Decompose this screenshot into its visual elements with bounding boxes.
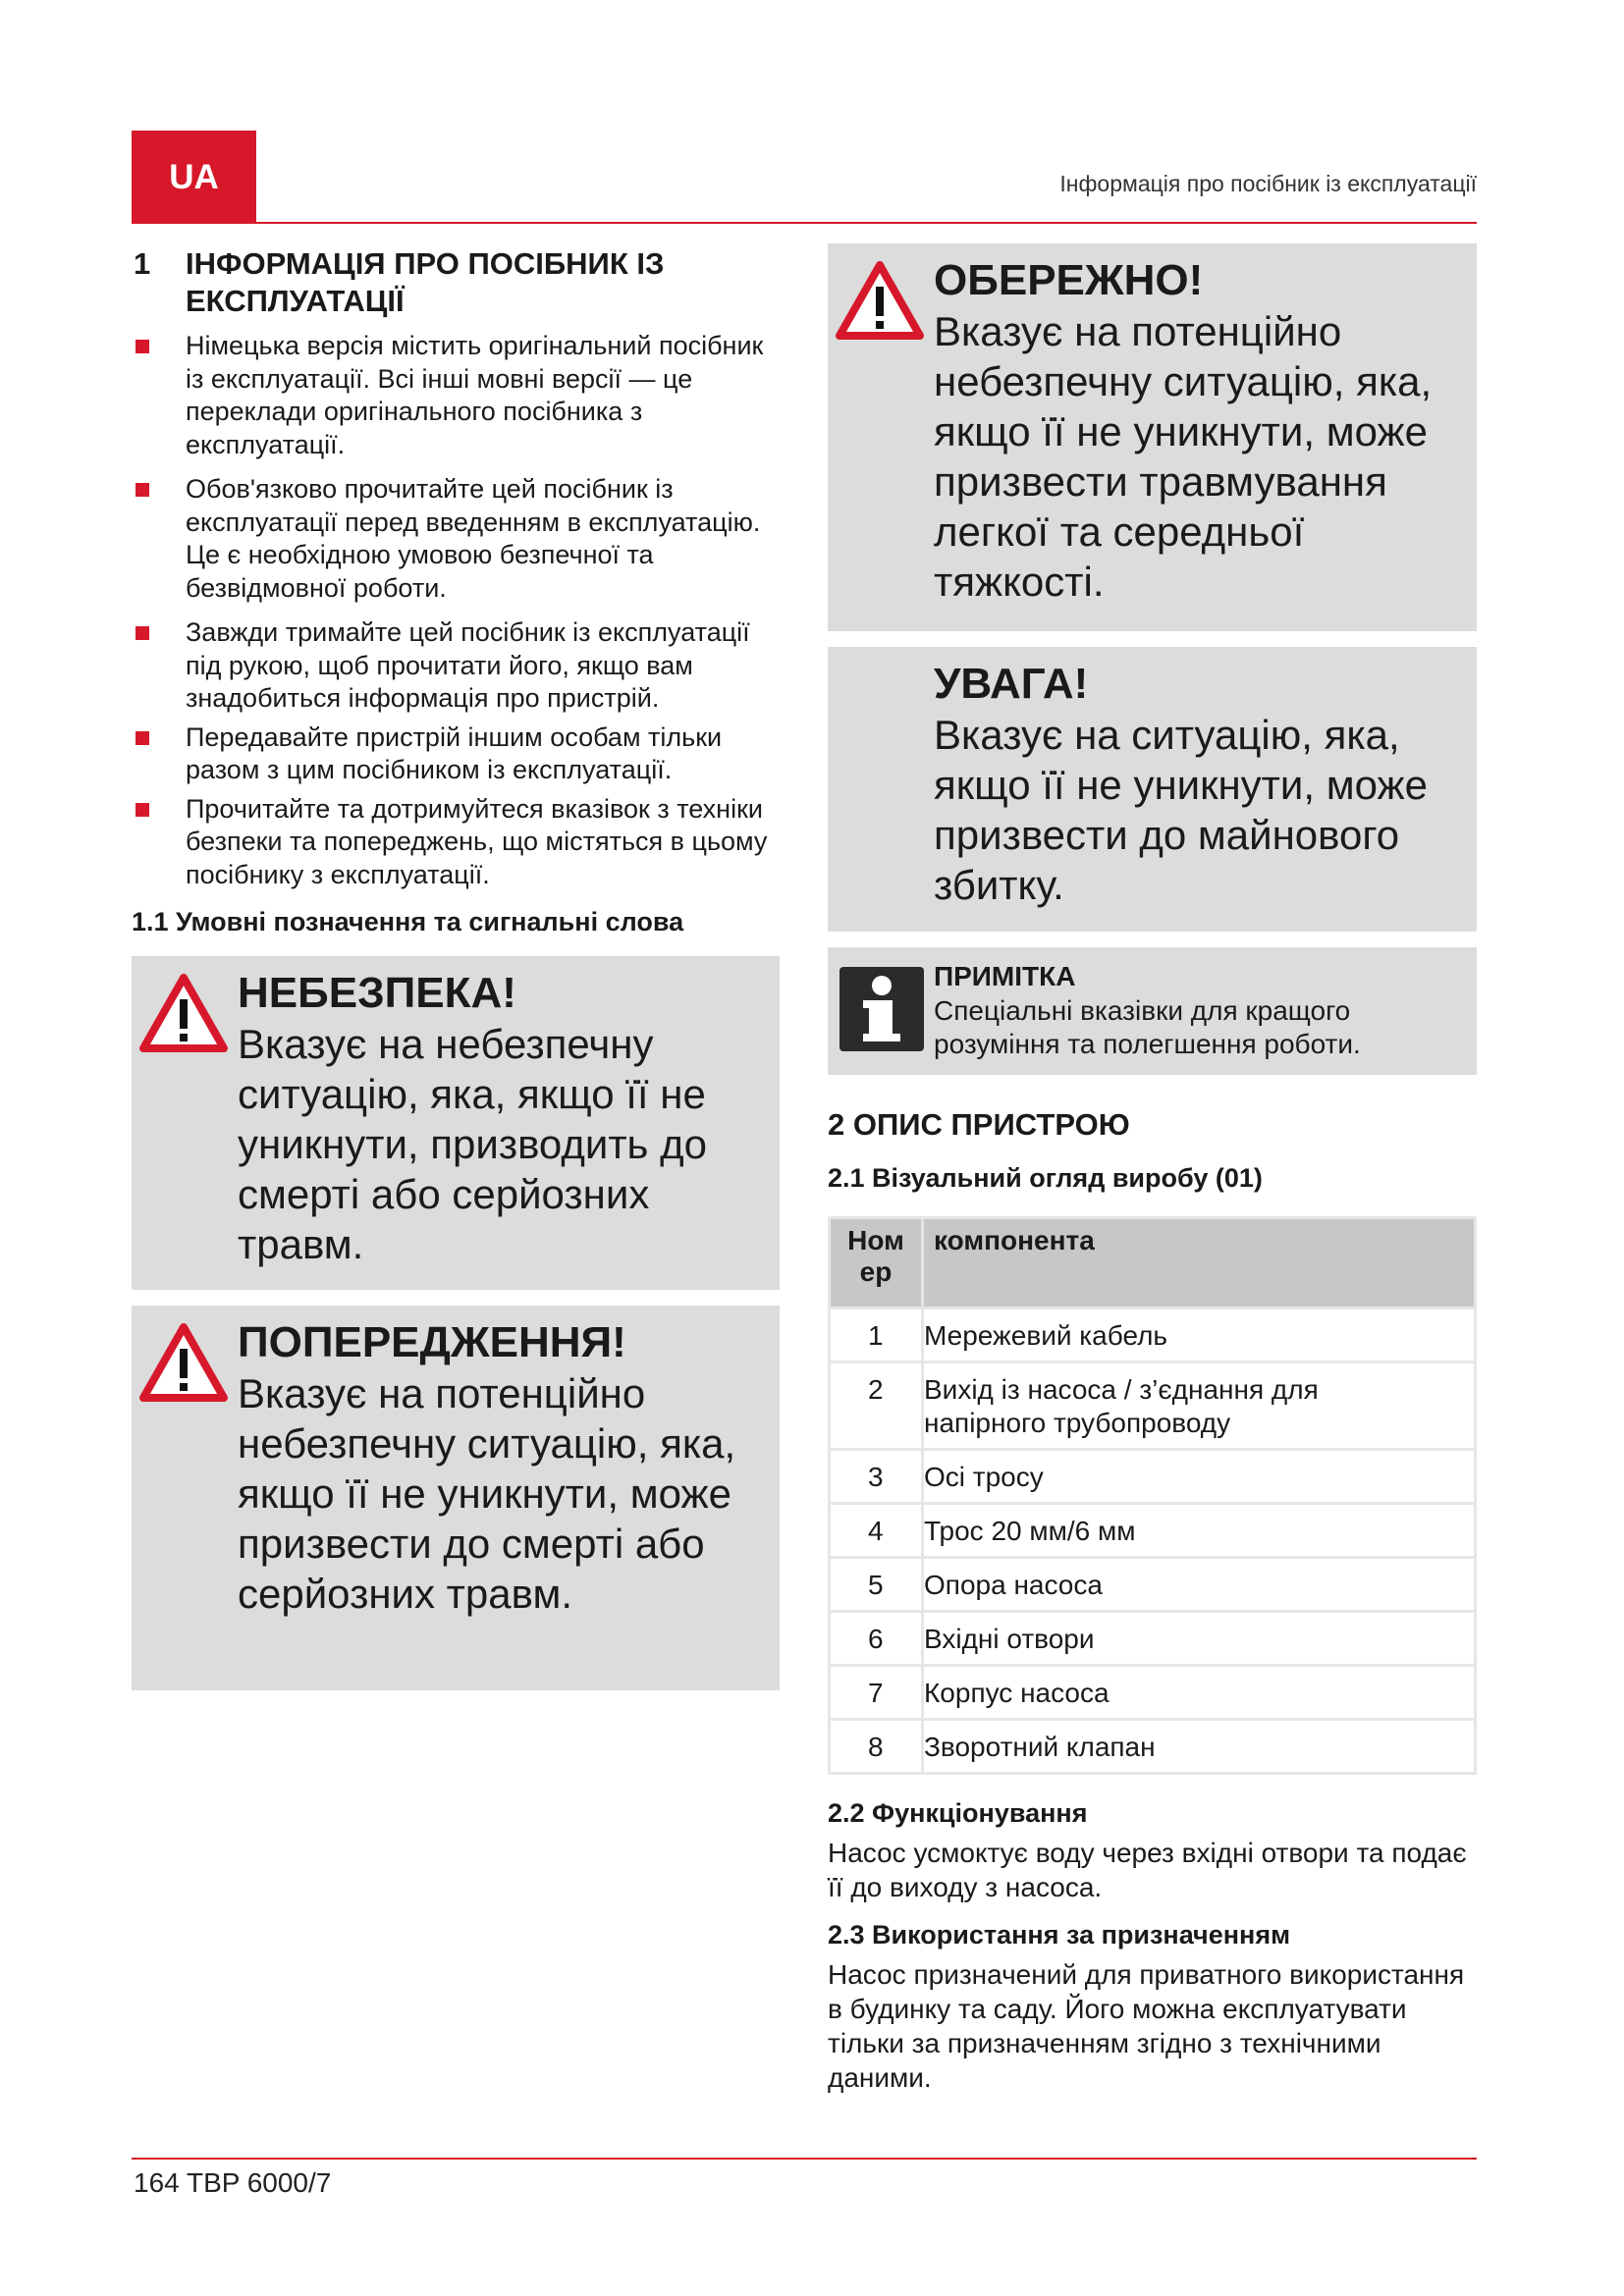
row-number: 1	[868, 1320, 884, 1351]
section-1-heading	[132, 245, 780, 320]
section-2-2-text: Насос усмоктує воду через вхідні отвори та подає її до виходу з насоса.	[828, 1838, 1467, 1902]
section-2-3-heading: 2.3 Використання за призначенням	[828, 1920, 1291, 1949]
row-component: Мережевий кабель	[924, 1320, 1168, 1351]
section-2-heading: 2 ОПИС ПРИСТРОЮ	[828, 1107, 1130, 1142]
section-2-2-heading: 2.2 Функціонування	[828, 1798, 1088, 1828]
list-item-text: Прочитайте та дотримуйтеся вказівок з техніки безпеки та попереджень, що містяться в цьому посібнику з експлуатації.	[186, 793, 768, 889]
row-number: 2	[868, 1374, 884, 1405]
table-header-component: компонента	[923, 1218, 1476, 1308]
warning-triangle-icon	[139, 974, 228, 1052]
notice-box	[828, 647, 1477, 932]
caution-description: Вказує на потенційно небезпечну ситуацію, яка, якщо її не уникнути, може призвести травмування легкої та середньої тяжкості.	[934, 308, 1433, 605]
table-row	[830, 1612, 1476, 1666]
left-column	[132, 245, 780, 1690]
warning-description: Вказує на потенційно небезпечну ситуацію, яка, якщо її не уникнути, може призвести до смерті або серйозних травм.	[238, 1370, 736, 1617]
bullet-square-icon	[135, 803, 149, 817]
notice-signal-word: УВАГА!	[934, 660, 1089, 708]
warning-box	[132, 1306, 780, 1690]
table-row	[830, 1720, 1476, 1774]
caution-signal-word: ОБЕРЕЖНО!	[934, 256, 1204, 304]
row-component: Осі тросу	[924, 1462, 1044, 1492]
table-header-number: Ном ер	[830, 1218, 923, 1308]
row-number: 7	[868, 1678, 884, 1708]
danger-description: Вказує на небезпечну ситуацію, яка, якщо її не уникнути, призводить до смерті або серйозних травм.	[238, 1021, 707, 1267]
row-number: 5	[868, 1570, 884, 1600]
row-number: 8	[868, 1732, 884, 1762]
list-item	[132, 721, 780, 787]
row-component: Вихід із насоса / з’єднання для напірного трубопроводу	[924, 1374, 1319, 1438]
section-1-number: 1	[134, 246, 151, 281]
bullet-square-icon	[135, 626, 149, 640]
list-item	[132, 616, 780, 716]
list-item-text: Обов'язково прочитайте цей посібник із експлуатації перед введенням в експлуатацію. Це є необхідною умовою безпечної та безвідмовної роботи.	[186, 474, 761, 603]
warning-triangle-icon	[139, 1323, 228, 1402]
row-number: 6	[868, 1624, 884, 1654]
row-number: 4	[868, 1516, 884, 1546]
note-signal-word: ПРИМІТКА	[934, 961, 1076, 991]
table-row	[830, 1362, 1476, 1450]
table-row	[830, 1450, 1476, 1504]
warning-signal-word: ПОПЕРЕДЖЕННЯ!	[238, 1318, 626, 1366]
danger-box	[132, 956, 780, 1290]
section-1-1-heading: 1.1 Умовні позначення та сигнальні слова	[132, 907, 684, 936]
bullet-square-icon	[135, 731, 149, 745]
list-item	[132, 793, 780, 892]
table-row	[830, 1666, 1476, 1720]
caution-box	[828, 243, 1477, 631]
table-row	[830, 1308, 1476, 1362]
list-item-text: Завжди тримайте цей посібник із експлуатації під рукою, щоб прочитати його, якщо вам знадобиться інформація про пристрій.	[186, 617, 750, 713]
running-header: Інформація про посібник із експлуатації	[1059, 171, 1477, 196]
table-row	[830, 1504, 1476, 1558]
row-component: Вхідні отвори	[924, 1624, 1095, 1654]
footer-divider	[132, 2158, 1477, 2160]
row-component: Опора насоса	[924, 1570, 1103, 1600]
page-footer: 164 TBP 6000/7	[134, 2167, 332, 2198]
row-component: Корпус насоса	[924, 1678, 1110, 1708]
section-2-3-text: Насос призначений для приватного використання в будинку та саду. Його можна експлуатувати тільки за призначенням згідно з технічними даними.	[828, 1959, 1465, 2093]
table-row	[830, 1558, 1476, 1612]
warning-triangle-icon	[836, 261, 924, 340]
right-column	[828, 243, 1477, 2095]
section-2-1-heading: 2.1 Візуальний огляд виробу (01)	[828, 1163, 1263, 1193]
header-divider	[132, 222, 1477, 224]
bullet-square-icon	[135, 483, 149, 497]
list-item	[132, 473, 780, 605]
row-component: Зворотний клапан	[924, 1732, 1156, 1762]
row-number: 3	[868, 1462, 884, 1492]
component-table	[828, 1216, 1477, 1775]
note-description: Спеціальні вказівки для кращого розуміння та полегшення роботи.	[934, 995, 1361, 1059]
note-box	[828, 947, 1477, 1075]
section-1-title: ІНФОРМАЦІЯ ПРО ПОСІБНИК ІЗ ЕКСПЛУАТАЦІЇ	[186, 246, 665, 318]
list-item	[132, 330, 780, 461]
bullet-square-icon	[135, 340, 149, 353]
notice-description: Вказує на ситуацію, яка, якщо її не уникнути, може призвести до майнового збитку.	[934, 712, 1428, 908]
info-icon	[839, 967, 924, 1051]
list-item-text: Німецька версія містить оригінальний посібник із експлуатації. Всі інші мовні версії — це переклади оригінального посібника з експлуатації.	[186, 331, 764, 459]
danger-signal-word: НЕБЕЗПЕКА!	[238, 969, 516, 1017]
language-badge: UA	[132, 131, 256, 224]
info-bullet-list	[132, 330, 780, 891]
row-component: Трос 20 мм/6 мм	[924, 1516, 1136, 1546]
list-item-text: Передавайте пристрій іншим особам тільки разом з цим посібником із експлуатації.	[186, 721, 723, 784]
